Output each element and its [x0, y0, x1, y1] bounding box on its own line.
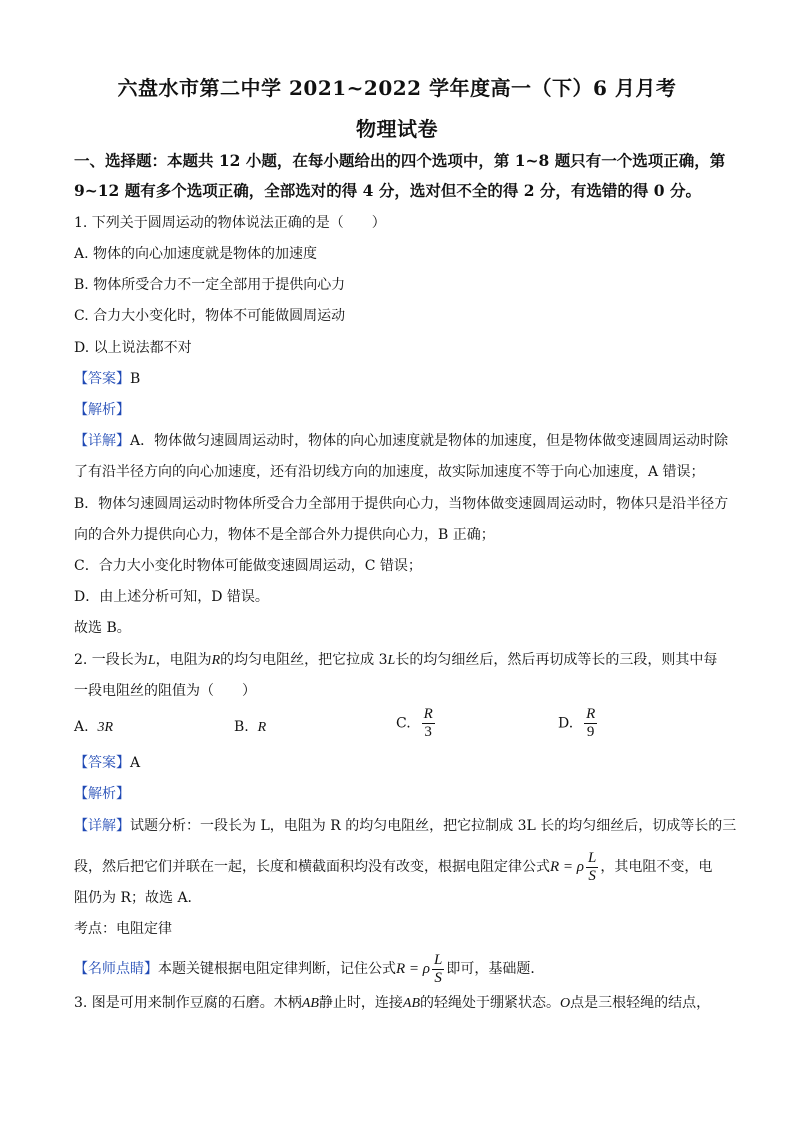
q2-tip: [74, 951, 734, 987]
stem-text: 静止时，连接: [318, 995, 403, 1011]
q2-kaodian: 考点：电阻定律: [74, 921, 172, 937]
var-O: O: [560, 996, 571, 1011]
q1-option-d: D. 以上说法都不对: [74, 340, 192, 356]
q1-detail-line6: D．由上述分析可知，D 错误。: [74, 589, 269, 605]
q1-option-c: C. 合力大小变化时，物体不可能做圆周运动: [74, 308, 346, 324]
q1-option-a: A. 物体的向心加速度就是物体的加速度: [74, 246, 318, 262]
option-value: R: [257, 720, 267, 735]
q1-option-b: B. 物体所受合力不一定全部用于提供向心力: [74, 277, 346, 293]
page-title: 六盘水市第二中学 2021~2022 学年度高一（下）6 月月考: [117, 76, 677, 100]
fraction-denominator: S: [588, 867, 596, 884]
q1-detail-line1: [74, 431, 734, 451]
fraction-numerator: L: [433, 951, 443, 968]
answer-tag: 【答案】: [74, 755, 130, 771]
stem-text: 长的均匀细丝后，然后再切成等长的三段，则其中每: [395, 652, 718, 668]
fraction-denominator: S: [434, 969, 442, 986]
q1-analysis-tag: 【解析】: [74, 402, 130, 418]
detail-text: 试题分析：一段长为 L，电阻为 R 的均匀电阻丝，把它拉制成 3L 长的均匀细丝后，切成等长的三: [130, 818, 737, 834]
fraction: [422, 706, 435, 741]
q2-option-c: [396, 706, 437, 741]
q2-detail-line3: 阻仍为 R；故选 A．: [74, 890, 202, 906]
option-label: D.: [558, 715, 574, 732]
detail-tag: 【详解】: [74, 433, 130, 449]
formula-lhs: R = ρ: [550, 859, 584, 875]
q2-detail-line2: [74, 849, 734, 885]
q2-option-d: [558, 706, 599, 741]
q2-answer: [74, 753, 734, 773]
q1-detail-line5: C．合力大小变化时物体可能做变速圆周运动，C 错误；: [74, 558, 422, 574]
fraction-numerator: R: [586, 706, 596, 722]
option-label: C.: [396, 715, 411, 732]
section-heading-line2: 9~12 题有多个选项正确，全部选对的得 4 分，选对但不全的得 2 分，有选错的得 0 分。: [74, 181, 701, 200]
fraction-denominator: 9: [586, 724, 595, 740]
q2-detail-line1: [74, 816, 737, 836]
answer-tag: 【答案】: [74, 371, 130, 387]
var-R: R: [211, 653, 221, 668]
var-AB: AB: [402, 996, 421, 1011]
tip-text: 即可，基础题．: [446, 961, 545, 977]
tip-tag: 【名师点睛】: [74, 961, 158, 977]
q1-detail-line7: 故选 B。: [74, 620, 131, 636]
q2-stem-line1: [74, 650, 734, 671]
q2-option-b: [234, 717, 266, 738]
var-AB: AB: [301, 996, 319, 1011]
detail-text: ，其电阻不变，电: [600, 859, 713, 875]
q1-detail-line3: B．物体匀速圆周运动时物体所受合力全部用于提供向心力，当物体做变速圆周运动时，物体只是沿半径方: [74, 496, 729, 512]
answer-value: B: [130, 371, 141, 387]
q1-detail-line2: 了有沿半径方向的向心加速度，还有沿切线方向的加速度，故实际加速度不等于向心加速度，A 错误；: [74, 464, 705, 480]
q2-analysis-tag: 【解析】: [74, 786, 130, 802]
q1-answer: [74, 369, 734, 389]
stem-text: 的轻绳处于绷紧状态。: [420, 995, 561, 1011]
q1-stem: 1. 下列关于圆周运动的物体说法正确的是（ ）: [74, 215, 386, 231]
stem-text: 3. 图是可用来制作豆腐的石磨。木柄: [74, 995, 302, 1011]
tip-text: 本题关键根据电阻定律判断，记住公式: [158, 961, 396, 977]
formula-lhs: R = ρ: [396, 961, 430, 977]
detail-text: 段，然后把它们并联在一起，长度和横截面积均没有改变，根据电阻定律公式: [74, 859, 550, 875]
option-value: 3R: [97, 720, 114, 735]
page-subtitle: 物理试卷: [356, 117, 438, 141]
stem-text: 的均匀电阻丝，把它拉成 3: [220, 652, 388, 668]
q2-option-a: [74, 717, 113, 738]
q3-stem: [74, 993, 734, 1014]
q1-detail-line4: 向的合外力提供向心力，物体不是全部合外力提供向心力，B 正确；: [74, 527, 495, 543]
detail-tag: 【详解】: [74, 818, 130, 834]
stem-text: 点是三根轻绳的结点，: [570, 995, 711, 1011]
q2-stem-line2: 一段电阻丝的阻值为（ ）: [74, 683, 256, 699]
fraction: [586, 850, 598, 885]
fraction-numerator: R: [423, 706, 433, 722]
section-heading-line1: 一、选择题：本题共 12 小题，在每小题给出的四个选项中，第 1~8 题只有一个选项正确，第: [74, 151, 726, 170]
detail-text: A．物体做匀速圆周运动时，物体的向心加速度就是物体的加速度，但是物体做变速圆周运动时除: [130, 433, 729, 449]
fraction-numerator: L: [587, 849, 597, 866]
stem-text: ，电阻为: [155, 652, 212, 668]
option-label: B.: [234, 719, 249, 735]
answer-value: A: [130, 755, 141, 771]
fraction-denominator: 3: [424, 724, 432, 740]
fraction: [432, 952, 444, 987]
var-L: L: [387, 653, 396, 668]
option-label: A.: [74, 719, 89, 735]
var-L: L: [147, 653, 156, 668]
stem-text: 2. 一段长为: [74, 652, 148, 668]
fraction: [584, 706, 597, 741]
